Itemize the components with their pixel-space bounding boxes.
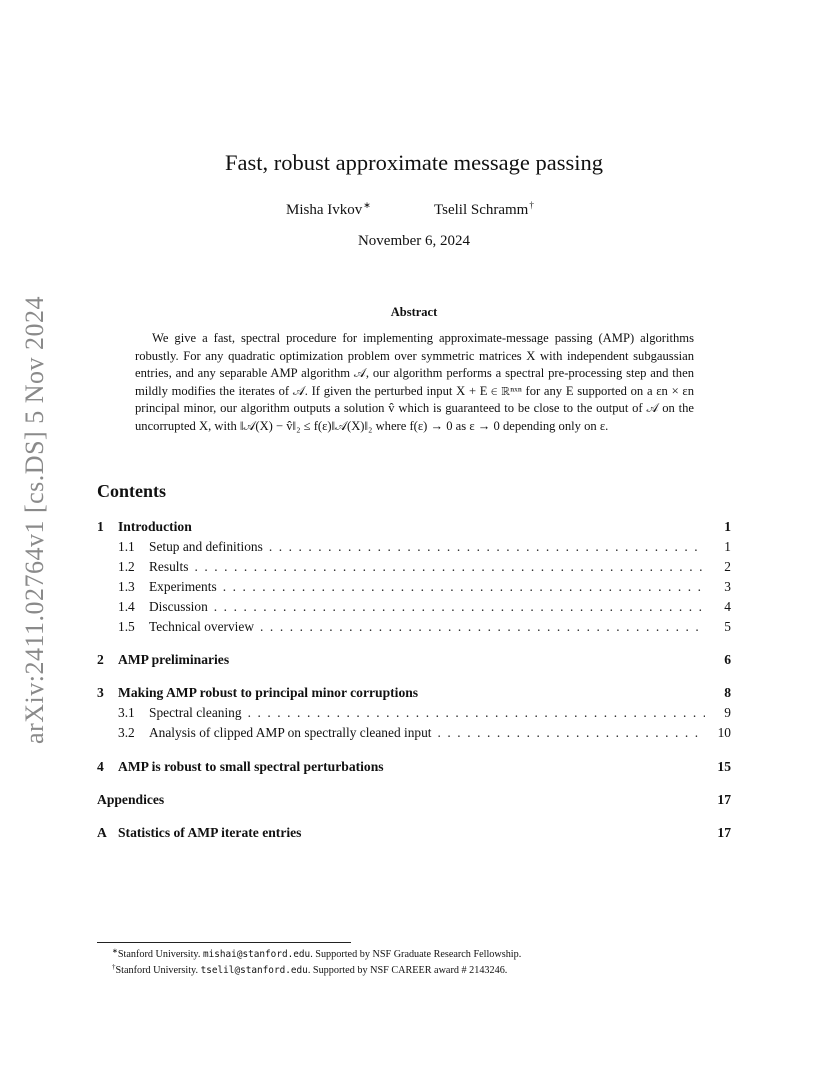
arxiv-identifier-sidebar: arXiv:2411.02764v1 [cs.DS] 5 Nov 2024: [20, 296, 49, 744]
footnote-mark: †: [112, 963, 116, 971]
toc-subsection-entry[interactable]: [97, 579, 731, 595]
toc-subsection-entry[interactable]: [97, 599, 731, 615]
toc-entry-number: A: [97, 825, 107, 840]
toc-entry-number: 1.1: [118, 539, 135, 554]
toc-section-entry[interactable]: [97, 519, 731, 535]
toc-page-number: 2: [724, 559, 731, 574]
toc-subsection-entry[interactable]: [97, 539, 731, 555]
toc-leader-dots: [438, 725, 705, 741]
footnote-note: Supported by NSF Graduate Research Fellowship.: [315, 949, 522, 960]
footnote-mark: ∗: [112, 947, 118, 955]
toc-entry-number: 1.4: [118, 599, 135, 614]
toc-entry-number: 4: [97, 759, 104, 774]
toc-page-number: 5: [724, 619, 731, 634]
paper-title: Fast, robust approximate message passing: [224, 150, 604, 175]
toc-entry-title: Making AMP robust to principal minor corruptions: [118, 685, 419, 700]
toc-entry-title: Experiments: [149, 579, 217, 594]
toc-page-number: 15: [717, 759, 731, 774]
toc-section-entry[interactable]: [97, 652, 731, 668]
toc-entry-title: Analysis of clipped AMP on spectrally cleaned input: [149, 725, 432, 740]
toc-subsection-entry[interactable]: [97, 725, 731, 741]
toc-page-number: 3: [724, 579, 731, 594]
toc-entry-title: Appendices: [97, 792, 165, 807]
footnote-affiliation: Stanford University.: [115, 965, 199, 976]
toc-page-number: 6: [724, 652, 731, 667]
toc-entry-number: 3.2: [118, 725, 135, 740]
toc-leader-dots: [194, 559, 705, 575]
footnote-1: ∗Stanford University. mishai@stanford.edu. Supported by NSF Graduate Research Fellowship.: [112, 947, 522, 960]
footnote-divider: [97, 942, 351, 943]
toc-entry-title: AMP preliminaries: [118, 652, 230, 667]
toc-entry-title: Technical overview: [149, 619, 255, 634]
author-1: [286, 200, 371, 219]
footnote-mark: †: [529, 200, 534, 210]
toc-leader-dots: [214, 599, 705, 615]
toc-entry-title: Statistics of AMP iterate entries: [118, 825, 302, 840]
toc-entry-number: 2: [97, 652, 104, 667]
toc-leader-dots: [260, 619, 705, 635]
footnote-mark: ∗: [363, 200, 371, 210]
toc-entry-number: 1.3: [118, 579, 135, 594]
toc-page-number: 9: [724, 705, 731, 720]
toc-subsection-entry[interactable]: [97, 559, 731, 575]
toc-page-number: 8: [724, 685, 731, 700]
toc-entry-title: Introduction: [118, 519, 192, 534]
footnote-email[interactable]: tselil@stanford.edu: [200, 965, 308, 976]
footnote-2: †Stanford University. tselil@stanford.edu. Supported by NSF CAREER award # 2143246.: [112, 963, 508, 976]
author-name: Misha Ivkov: [286, 202, 363, 218]
toc-page-number: 17: [717, 825, 731, 840]
toc-leader-dots: [223, 579, 705, 595]
toc-page-number: 4: [724, 599, 731, 614]
toc-section-entry[interactable]: [97, 792, 731, 808]
toc-entry-title: Setup and definitions: [149, 539, 263, 554]
toc-section-entry[interactable]: [97, 825, 731, 841]
footnote-note: Supported by NSF CAREER award # 2143246.: [312, 965, 508, 976]
abstract-heading: Abstract: [390, 305, 438, 319]
toc-entry-title: Results: [149, 559, 189, 574]
toc-entry-title: Spectral cleaning: [149, 705, 242, 720]
toc-entry-number: 3.1: [118, 705, 135, 720]
footnote-affiliation: Stanford University.: [117, 949, 201, 960]
author-2: [434, 200, 534, 219]
toc-entry-number: 1.2: [118, 559, 135, 574]
toc-subsection-entry[interactable]: [97, 705, 731, 721]
toc-section-entry[interactable]: [97, 759, 731, 775]
contents-heading: Contents: [97, 481, 167, 501]
toc-page-number: 10: [717, 725, 731, 740]
toc-leader-dots: [248, 705, 705, 721]
abstract-body: We give a fast, spectral procedure for implementing approximate-message passing (AMP) algorithms robustly. For any quadratic optimization problem over symmetric matrices X with independent subgaussian entries, and any separable AMP algorithm 𝒜, our algorithm performs a spectral pre-processing step and then mildly modifies the iterates of 𝒜. If given the perturbed input X + E ∈ ℝⁿˣⁿ for any E supported on a εn × εn principal minor, our algorithm outputs a solution v̂ which is guaranteed to be close to the output of 𝒜 on the uncorrupted X, with ‖𝒜(X) − v̂‖₂ ≤ f(ε)‖𝒜(X)‖₂ where f(ε) → 0 as ε → 0 depending only on ε.: [135, 331, 694, 433]
footnote-email[interactable]: mishai@stanford.edu: [202, 949, 311, 960]
toc-leader-dots: [269, 539, 705, 555]
paper-date: November 6, 2024: [357, 233, 471, 249]
toc-entry-number: 3: [97, 685, 104, 700]
toc-entry-title: Discussion: [149, 599, 208, 614]
author-name: Tselil Schramm: [434, 202, 529, 218]
toc-subsection-entry[interactable]: [97, 619, 731, 635]
toc-page-number: 1: [724, 519, 731, 534]
toc-entry-number: 1.5: [118, 619, 135, 634]
toc-entry-number: 1: [97, 519, 104, 534]
toc-entry-title: AMP is robust to small spectral perturbations: [118, 759, 384, 774]
toc-page-number: 17: [717, 792, 731, 807]
toc-section-entry[interactable]: [97, 685, 731, 701]
toc-page-number: 1: [724, 539, 731, 554]
